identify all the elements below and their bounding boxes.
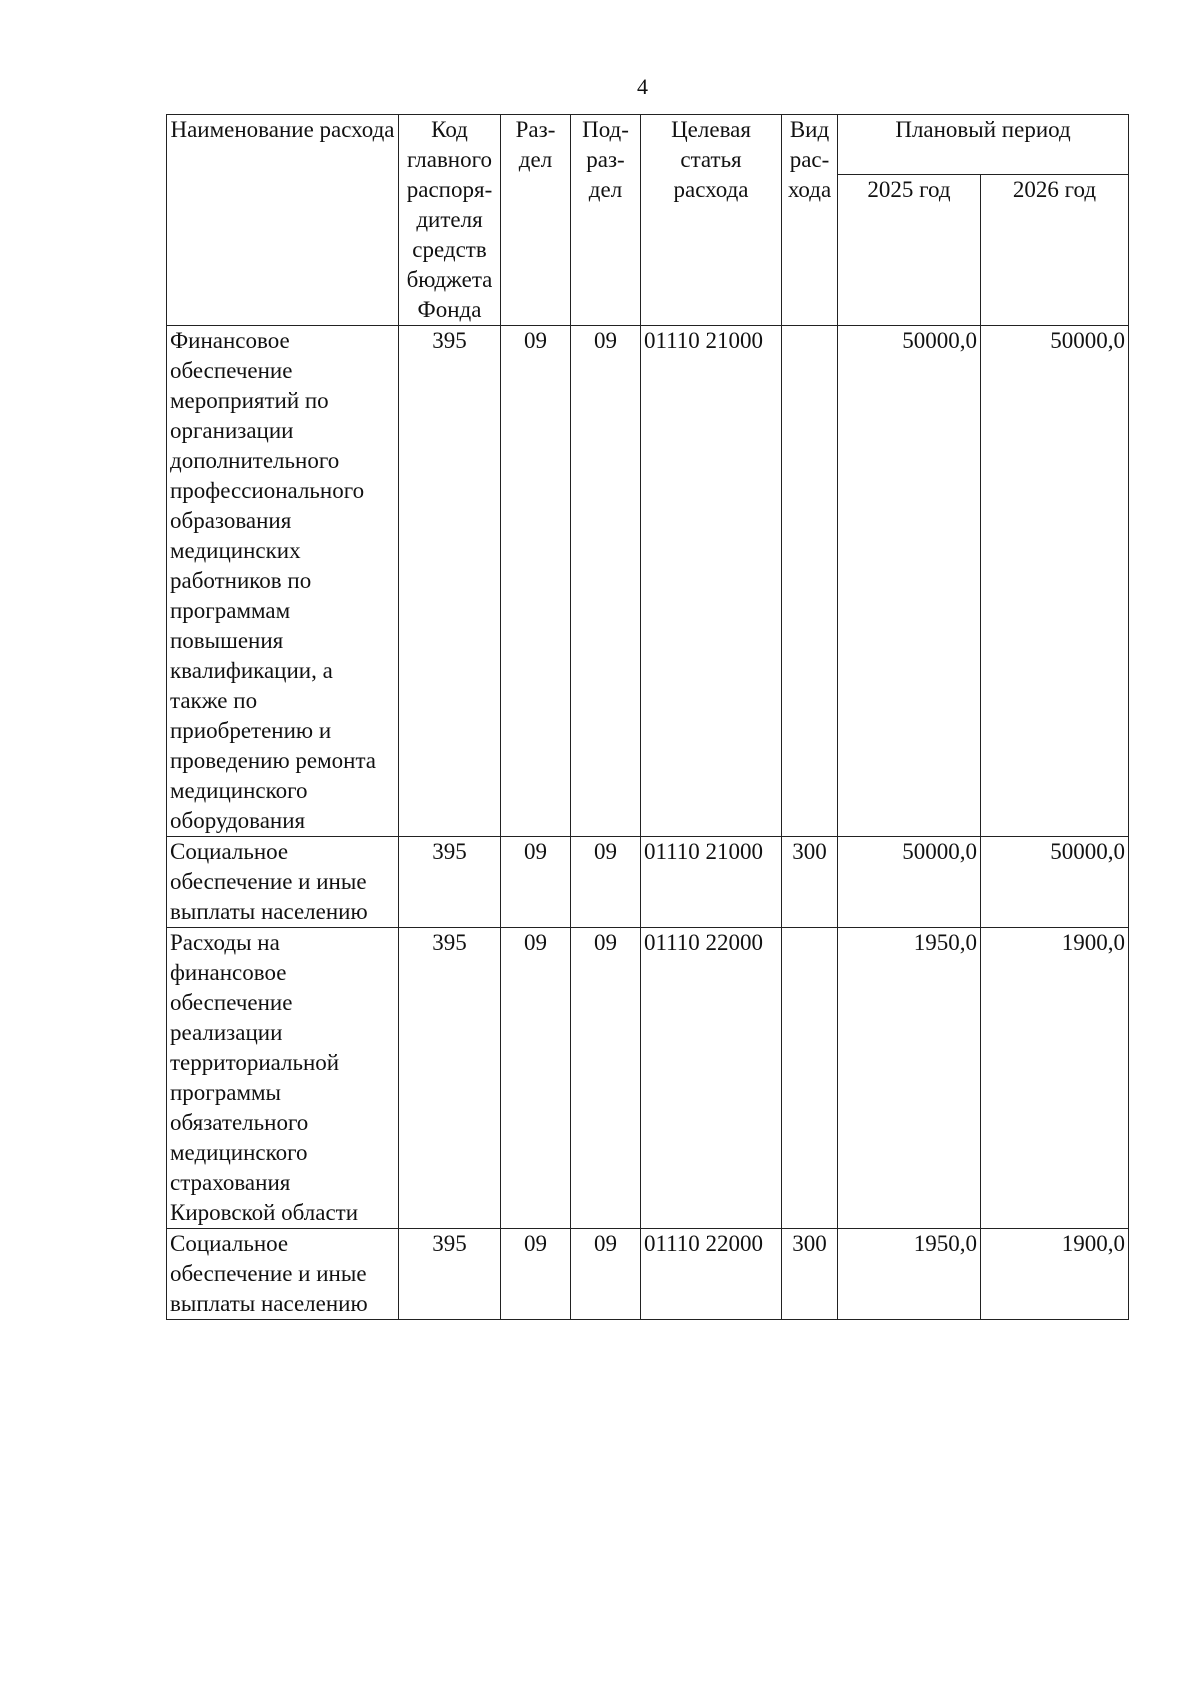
target-cell: 01110 22000 <box>641 928 782 1229</box>
header-name: Наименование расхода <box>167 115 399 326</box>
target-cell: 01110 21000 <box>641 326 782 837</box>
header-type: Вид рас- хода <box>782 115 838 326</box>
code-cell: 395 <box>399 1229 501 1320</box>
type-cell: 300 <box>782 1229 838 1320</box>
amount-2026-cell: 50000,0 <box>981 326 1129 837</box>
expense-table <box>166 114 1129 1320</box>
header-subsection: Под- раз- дел <box>571 115 641 326</box>
subsection-cell: 09 <box>571 837 641 928</box>
expense-name: Социальное обеспечение и иные выплаты населению <box>167 1229 399 1320</box>
subsection-cell: 09 <box>571 1229 641 1320</box>
amount-2025-cell: 50000,0 <box>838 326 981 837</box>
subsection-cell: 09 <box>571 326 641 837</box>
type-cell: 300 <box>782 837 838 928</box>
page-number: 4 <box>637 74 648 99</box>
type-cell <box>782 928 838 1229</box>
section-cell: 09 <box>501 326 571 837</box>
code-cell: 395 <box>399 928 501 1229</box>
code-cell: 395 <box>399 837 501 928</box>
amount-2025-cell: 1950,0 <box>838 928 981 1229</box>
amount-2026-cell: 1900,0 <box>981 1229 1129 1320</box>
amount-2025-cell: 50000,0 <box>838 837 981 928</box>
section-cell: 09 <box>501 837 571 928</box>
expense-name: Финансовое обеспечение мероприятий по организации дополнительного профессионального образования медицинских работников по программам повышения квалификации, а также по приобретению и проведению ремонта медицинского оборудования <box>167 326 399 837</box>
header-year-2026: 2026 год <box>981 174 1129 325</box>
code-cell: 395 <box>399 326 501 837</box>
section-cell: 09 <box>501 1229 571 1320</box>
table-row <box>167 837 1129 928</box>
header-section: Раз- дел <box>501 115 571 326</box>
type-cell <box>782 326 838 837</box>
section-cell: 09 <box>501 928 571 1229</box>
header-target: Целевая статья расхода <box>641 115 782 326</box>
header-row <box>167 115 1129 175</box>
amount-2025-cell: 1950,0 <box>838 1229 981 1320</box>
table-row <box>167 326 1129 837</box>
table-row <box>167 928 1129 1229</box>
amount-2026-cell: 50000,0 <box>981 837 1129 928</box>
expense-name: Расходы на финансовое обеспечение реализации территориальной программы обязательного медицинского страхования Кировской области <box>167 928 399 1229</box>
subsection-cell: 09 <box>571 928 641 1229</box>
expense-name: Социальное обеспечение и иные выплаты населению <box>167 837 399 928</box>
header-plan-period: Плановый период <box>838 115 1129 175</box>
header-code: Код главного распоря- дителя средств бюджета Фонда <box>399 115 501 326</box>
target-cell: 01110 22000 <box>641 1229 782 1320</box>
header-year-2025: 2025 год <box>838 174 981 325</box>
amount-2026-cell: 1900,0 <box>981 928 1129 1229</box>
table-row <box>167 1229 1129 1320</box>
target-cell: 01110 21000 <box>641 837 782 928</box>
